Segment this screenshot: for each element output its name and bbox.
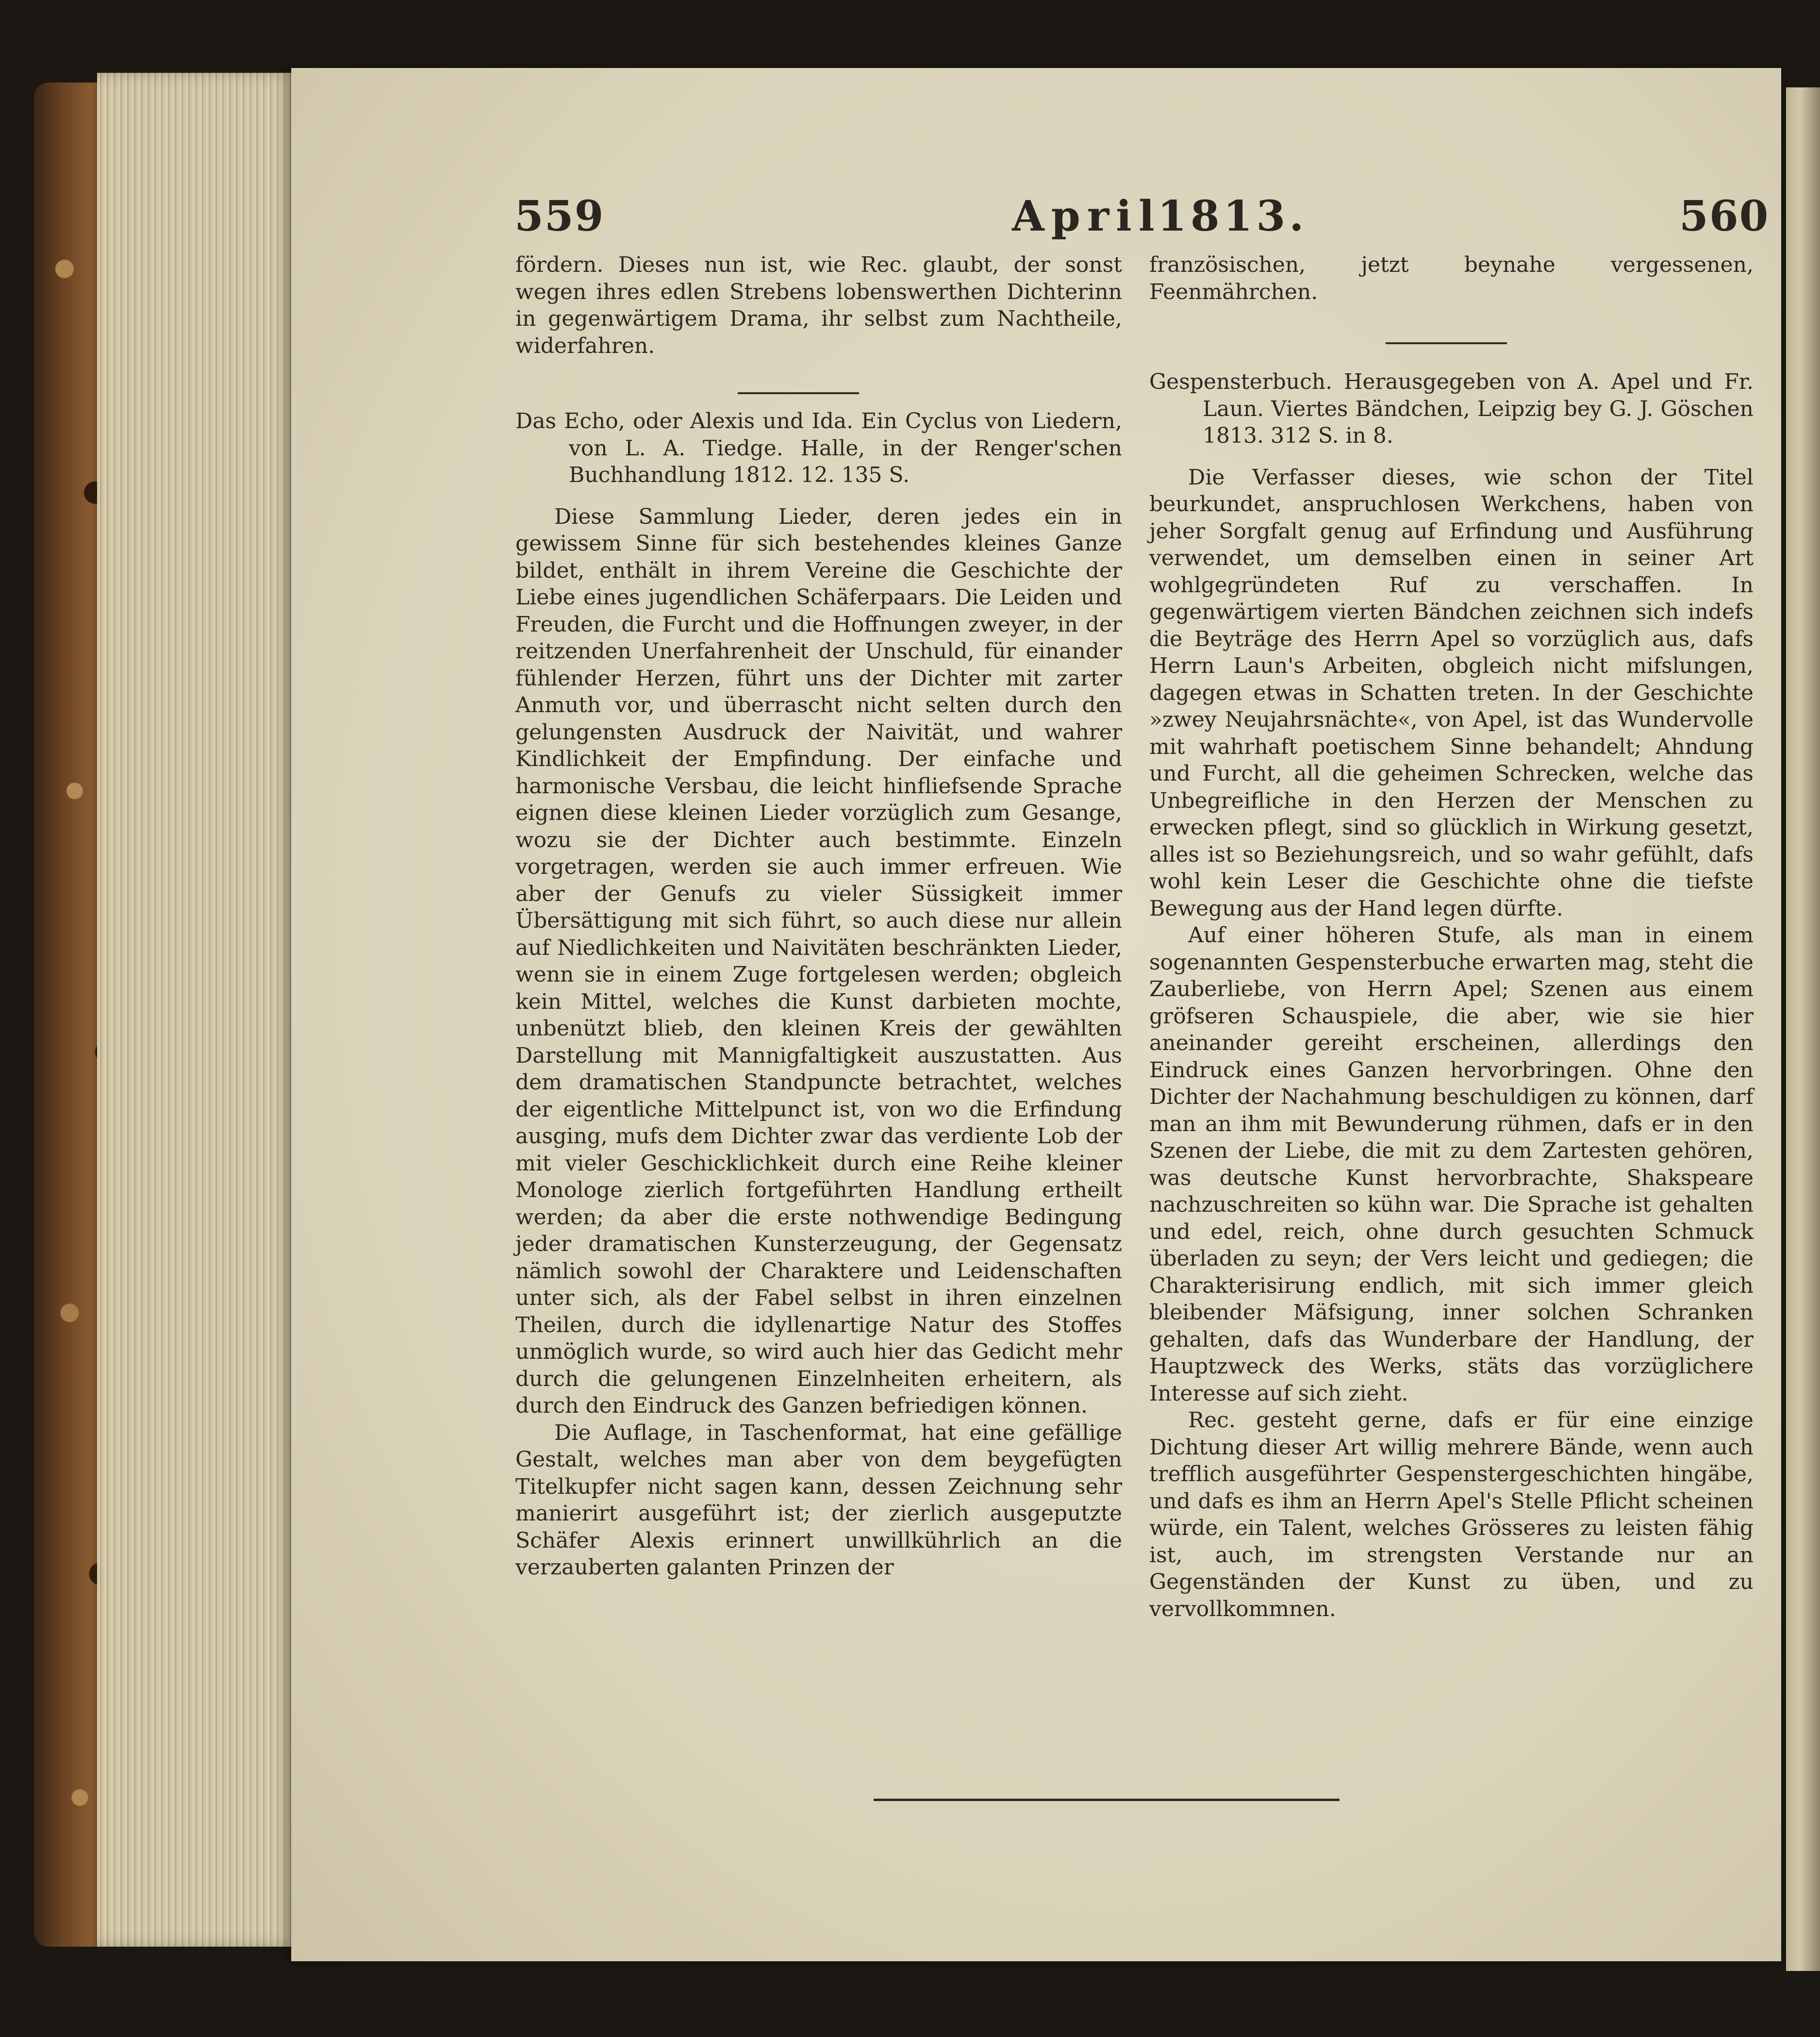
left-intro-text: fördern. Dieses nun ist, wie Rec. glaubt, der sonst wegen ihres edlen Strebens lobenswerthen Dichterinn in gegenwärtigem Drama, ihr selbst zum Nachtheile, widerfahren.: [515, 252, 1122, 358]
right-paragraph-1: Die Verfasser dieses, wie schon der Titel beurkundet, anspruchlosen Werkchens, haben von jeher Sorgfalt genug auf Erfindung und Ausführung verwendet, um demselben einen in seiner Art wohlgegründeten Ruf zu verschaffen. In gegenwärtigem vierten Bändchen zeichnen sich indefs die Beyträge des Herrn Apel so vorzüglich aus, dafs Herrn Laun's Arbeiten, obgleich nicht mifslungen, dagegen etwas in Schatten treten. In der Geschichte »zwey Neujahrsnächte«, von Apel, ist das Wundervolle mit wahrhaft poetischem Sinne behandelt; Ahndung und Furcht, all die geheimen Schrecken, welche das Unbegreifliche in den Herzen der Menschen zu erwecken pflegt, sind so glücklich in Wirkung gesetzt, alles ist so Beziehungsreich, und so wahr gefühlt, dafs wohl kein Leser die Geschichte ohne die tiefste Bewegung aus der Hand legen dürfte.: [1149, 465, 1754, 921]
right-paragraph-3: Rec. gesteht gerne, dafs er für eine einzige Dichtung dieser Art willig mehrere Bände, wenn auch trefflich ausgeführter Gespenstergeschichten hingäbe, und dafs es ihm an Herrn Apel's Stelle Pflicht scheinen würde, ein Talent, welches Grösseres zu leisten fähig ist, auch, im strengsten Verstande nur an Gegenständen der Kunst zu üben, und zu vervollkommnen.: [1149, 1408, 1754, 1621]
header-month: April: [1012, 192, 1161, 241]
left-paragraph-2: Die Auflage, in Taschenformat, hat eine gefällige Gestalt, welches man aber von dem beygefügten Titelkupfer nicht sagen kann, dessen Zeichnung sehr manierirt ausgeführt ist; der zierlich ausgeputzte Schäfer Alexis erinnert unwillkührlich an die verzauberten galanten Prinzen der: [515, 1420, 1122, 1580]
right-paragraph-2: Auf einer höheren Stufe, als man in einem sogenannten Gespensterbuche erwarten mag, steht die Zauberliebe, von Herrn Apel; Szenen aus einem gröfseren Schauspiele, die aber, wie sie hier aneinander gereiht erscheinen, allerdings den Eindruck eines Ganzen hervorbringen. Ohne den Dichter der Nachahmung beschuldigen zu können, darf man an ihm mit Bewunderung rühmen, dafs er in den Szenen der Liebe, die mit zu dem Zartesten gehören, was deutsche Kunst hervorbrachte, Shakspeare nachzuschreiten so kühn war. Die Sprache ist gehalten und edel, reich, ohne durch gesuchten Schmuck überladen zu seyn; der Vers leicht und gediegen; die Charakterisirung endlich, mit sich immer gleich bleibender Mäfsigung, inner solchen Schranken gehalten, dafs das Wunderbare der Handlung, der Hauptzweck des Werks, stäts das vorzüglichere Interesse auf sich zieht.: [1149, 923, 1754, 1406]
left-paragraph-1: Diese Sammlung Lieder, deren jedes ein in gewissem Sinne für sich bestehendes kleines Ganze bildet, enthält in ihrem Vereine die Geschichte der Liebe eines jugendlichen Schäferpaars. Die Leiden und Freuden, die Furcht und die Hoffnungen zweyer, in der reitzenden Unerfahrenheit der Unschuld, für einander fühlender Herzen, führt uns der Dichter mit zarter Anmuth vor, und überrascht nicht selten durch den gelungensten Ausdruck der Naivität, und wahrer Kindlichkeit der Empfindung. Der einfache und harmonische Versbau, die leicht hinfliefsende Sprache eignen diese kleinen Lieder vorzüglich zum Gesange, wozu sie der Dichter auch bestimmte. Einzeln vorgetragen, werden sie auch immer erfreuen. Wie aber der Genufs zu vieler Süssigkeit immer Übersättigung mit sich führt, so auch diese nur allein auf Niedlichkeiten und Naivitäten beschränkten Lieder, wenn sie in einem Zuge fortgelesen werden; obgleich kein Mittel, welches die Kunst darbieten mochte, unbenützt blieb, den kleinen Kreis der gewählten Darstellung mit Mannigfaltigkeit auszustatten. Aus dem dramatischen Standpuncte betrachtet, welches der eigentliche Mittelpunct ist, von wo die Erfindung ausging, mufs dem Dichter zwar das verdiente Lob der mit vieler Geschicklichkeit durch eine Reihe kleiner Monologe zierlich fortgeführten Handlung ertheilt werden; da aber die erste nothwendige Bedingung jeder dramatischen Kunsterzeugung, der Gegensatz nämlich sowohl der Charaktere und Leidenschaften unter sich, als der Fabel selbst in ihren einzelnen Theilen, durch die idyllenartige Natur des Stoffes unmöglich wurde, so wird auch hier das Gedicht mehr durch die gelungenen Einzelnheiten erheitern, als durch den Eindruck des Ganzen befriedigen können.: [515, 504, 1122, 1418]
left-column: [515, 251, 1122, 1581]
left-review-heading: Das Echo, oder Alexis und Ida. Ein Cyclus von Liedern, von L. A. Tiedge. Halle, in der Renger'schen Buchhandlung 1812. 12. 135 S.: [515, 409, 1122, 487]
right-column: [1149, 251, 1754, 1622]
section-divider-right: [1386, 342, 1507, 344]
end-rule: [874, 1799, 1340, 1801]
right-review-heading: Gespensterbuch. Herausgegeben von A. Apel und Fr. Laun. Viertes Bändchen, Leipzig bey G. J. Göschen 1813. 312 S. in 8.: [1149, 369, 1754, 448]
facing-page-edge: [1786, 87, 1820, 1971]
page-number-left: 559: [514, 192, 605, 241]
right-intro-text: französischen, jetzt beynahe vergessenen, Feenmährchen.: [1149, 252, 1754, 304]
header-year: 1813.: [1158, 192, 1308, 241]
section-divider-left: [738, 392, 859, 394]
page-number-right: 560: [1679, 192, 1770, 241]
page-edges: [97, 73, 301, 1947]
